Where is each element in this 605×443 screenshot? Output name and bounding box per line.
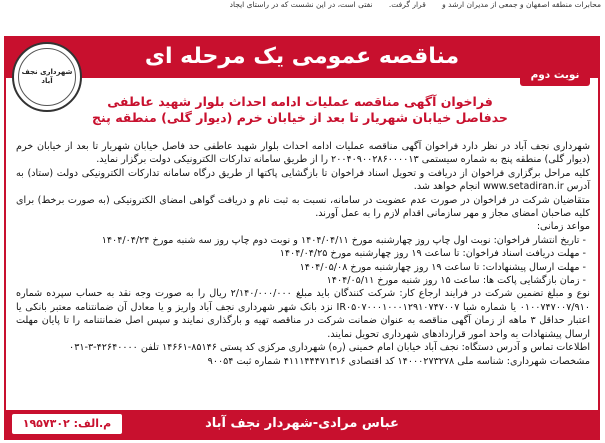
body-paragraph-process: کلیه مراحل برگزاری فراخوان از دریافت و تحویل اسناد فراخوان تا بازگشایی پاکتها از طریق درگاه سامانه تدارکات الکترونیکی دولت (ستاد) به آدرس www.setadiran.ir انجام خواهد شد.: [16, 167, 590, 193]
top-strip-part-3: نفتی است، در این نشست که در راستای ایجاد: [229, 0, 373, 9]
tender-subject: [86, 94, 514, 126]
body-paragraph-registration: متقاضیان شرکت در فراخوان در صورت عدم عضویت در سامانه، نسبت به ثبت نام و دریافت گواهی امضای الکترونیکی (به صورت برخط) برای کلیه صاحبان امضای مجاز و مهر سازمانی اقدام لازم را به عمل آورند.: [16, 194, 590, 220]
top-strip-part-2: قرار گرفت.: [388, 0, 426, 9]
announcement-code: م.الف: ۱۹۵۷۳۰۲: [12, 414, 122, 434]
body-paragraph-intro: شهرداری نجف آباد در نظر دارد فراخوان آگهی مناقصه عملیات ادامه احداث بلوار شهید عاطفی حد فاصل خیابان شهریار تا بعد از خیابان خرم (دیوار گلی) منطقه پنج به شماره سیستمی ۲۰۰۴۰۹۰۰۲۸۶۰۰۰۰۱۳ را از طریق سامانه تدارکات الکترونیکی دولت برگزار نماید.: [16, 141, 590, 166]
body-paragraph-guarantee: نوع و مبلغ تضمین شرکت در فرایند ارجاع کار: شرکت کنندگان باید مبلغ ۲/۱۴۰/۰۰۰/۰۰۰ ریال را به صورت وجه نقد به حساب سپرده شماره ۰۱۰۰۷۴۷۰۰۷/۹۱۰ یا شماره شبا IR۰۵۰۷۰۰۰۱۰۰۰۱۲۹۱۰۷۴۷۰۰۷ نزد بانک شهر شهرداری نجف آباد واریز و یا معادل آن ضمانتنامه معتبر بانکی یا اعتبار حداقل ۳ ماهه از زمان آگهی مناقصه به عنوان ضمانت شرکت در مناقصه تهیه و بارگذاری نمایند و سپس اصل ضمانتنامه را تا پایان مهلت ارسال پیشنهادات به واحد امور قراردادهای شهرداری تحویل نمایند.: [16, 288, 590, 340]
announcement-footer: [6, 410, 598, 438]
date-bid-deadline: - مهلت ارسال پیشنهادات: تا ساعت ۱۹ روز چهارشنبه مورخ ۱۴۰۴/۰۵/۰۸: [299, 261, 586, 273]
top-strip-part-1: محابرات منطقه اصفهان و جمعی از مدیران ارشد و: [442, 0, 601, 9]
logo-seal: شهرداری نجف آباد: [18, 48, 76, 106]
body-paragraph-ids: مشخصات شهرداری: شناسه ملی ۱۴۰۰۰۲۷۳۲۷۸ کد اقتصادی ۴۱۱۱۴۴۴۷۱۳۱۶ شماره ثبت ۹۰۰۵۴: [207, 355, 590, 367]
municipality-logo: [12, 42, 82, 112]
date-document-deadline: - مهلت دریافت اسناد فراخوان: تا ساعت ۱۹ روز چهارشنبه مورخ ۱۴۰۴/۰۴/۲۵: [279, 248, 586, 260]
dates-title: مواعد زمانی:: [536, 221, 590, 233]
tender-subject-line-2: حدفاصل خیابان شهریار تا بعد از خیابان خرم (دیوار گلی) منطقه پنج: [92, 110, 508, 125]
date-opening: - زمان بازگشایی پاکت ها: ساعت ۱۵ روز شنبه مورخ ۱۴۰۴/۰۵/۱۱: [326, 275, 586, 287]
round-badge: نوبت دوم: [520, 64, 590, 86]
announcement-title: مناقصه عمومی یک مرحله ای: [144, 44, 460, 69]
body-paragraph-contact: اطلاعات تماس و آدرس دستگاه: نجف آباد خیابان امام خمینی (ره) شهرداری مرکزی کد پستی ۸۵۱۴۶-۱۴۶۶۱ تلفن ۴۲۶۴۰۰۰۰-۳-۰۳۱: [69, 342, 590, 354]
tender-announcement: [4, 36, 600, 440]
announcement-body: [16, 140, 590, 368]
date-publication: - تاریخ انتشار فراخوان: نوبت اول چاپ روز چهارشنبه مورخ ۱۴۰۴/۰۴/۱۱ و نوبت دوم چاپ روز سه شنبه مورخ ۱۴۰۴/۰۴/۲۴: [101, 234, 586, 246]
tender-subject-line-1: فراخوان آگهی مناقصه عملیات ادامه احداث بلوار شهید عاطفی: [107, 94, 493, 109]
top-strip: [0, 0, 605, 16]
announcement-header: [6, 38, 598, 78]
mayor-signature: عباس مرادی-شهردار نجف آباد: [205, 416, 399, 431]
